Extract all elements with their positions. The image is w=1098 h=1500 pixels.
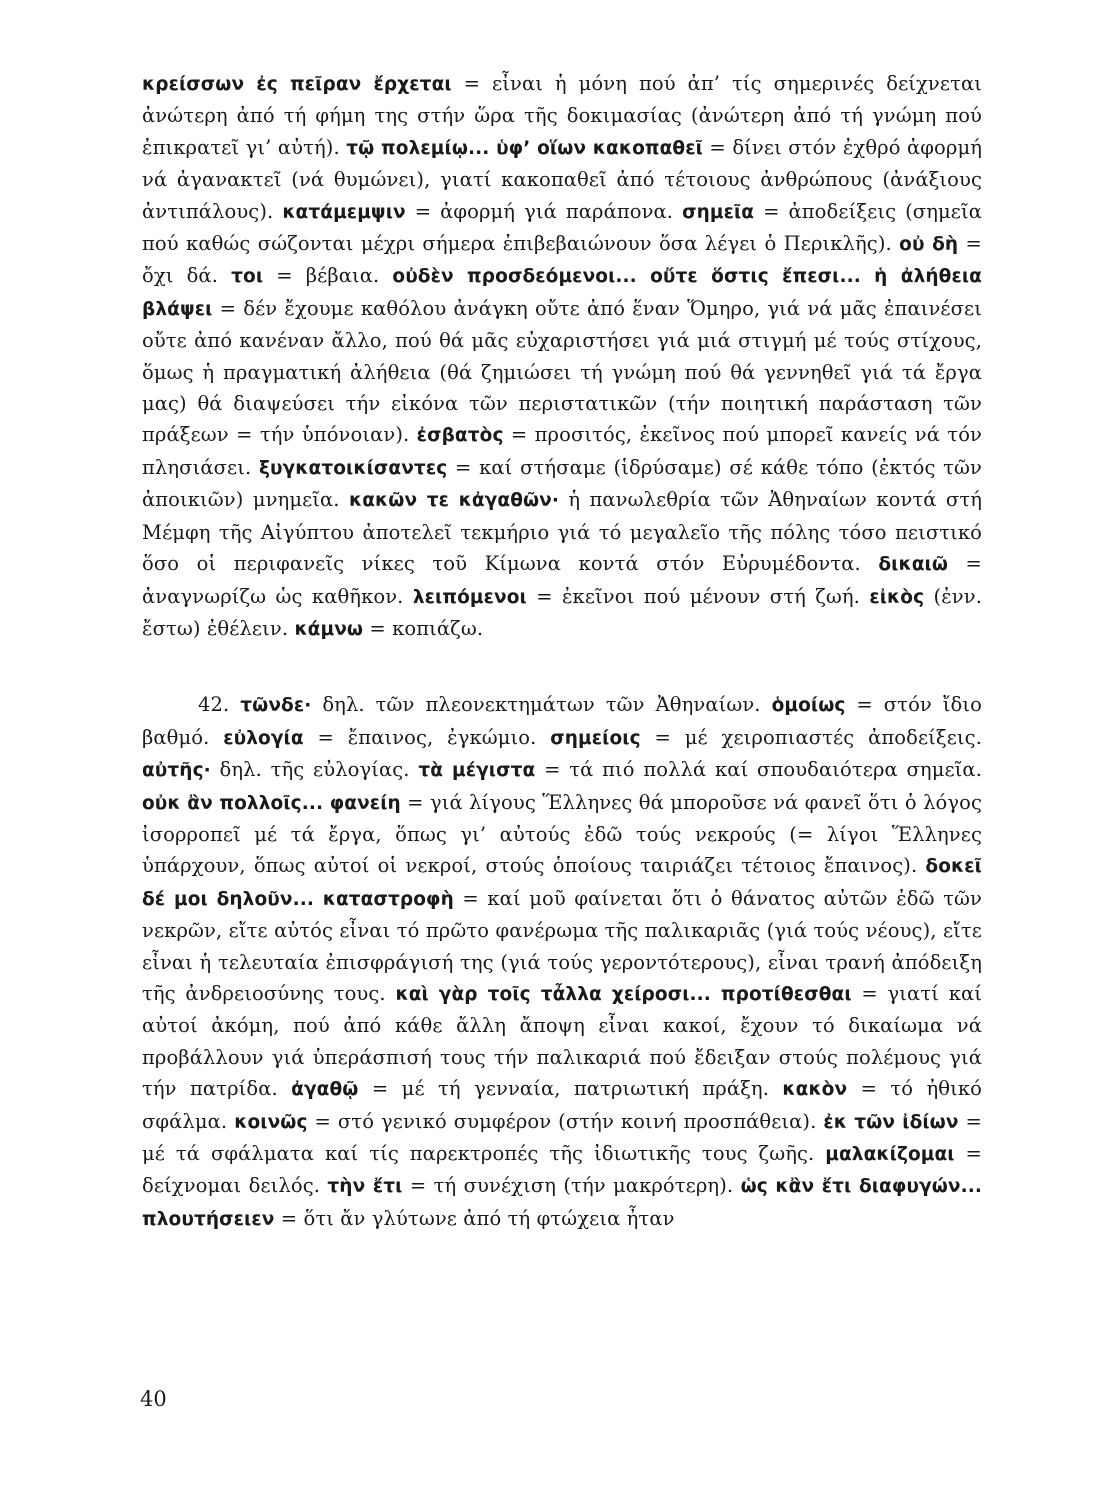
gloss-text: δηλ. τῶν πλεονεκτημάτων τῶν Ἀθηναίων. (311, 693, 772, 717)
lemma-term: οὐ δὴ (899, 234, 959, 256)
gloss-text: = δέν ἔχουμε καθόλου ἀνάγκη οὔτε ἀπό ἕναν Ὅμηρο, γιά νά μᾶς ἐπαινέσει οὔτε ἀπό κανέναν ἄλλο, πού θά μᾶς εὐχαριστήσει γιά μιά στιγμή μέ τούς στίχους, ὅμως ἡ πραγματική ἀλήθεια (θά ζημιώσει τή γνώμη πού θά γεννηθεῖ γιά τά ἔργα μας) θά διαψεύσει τήν εἰκόνα τῶν περιστατικῶν (τήν ποιητική παράσταση τῶν πράξεων = τήν ὑπόνοιαν). (142, 296, 982, 447)
gloss-text: = βέβαια. (263, 264, 393, 288)
gloss-text: = κοπιάζω. (363, 616, 484, 640)
lemma-term: ἐκ τῶν ἰδίων (823, 1111, 959, 1133)
gloss-text: = στό γενικό συμφέρον (στήν κοινή προσπάθεια). (307, 1109, 824, 1133)
lemma-term: λειπόμενοι (412, 586, 527, 608)
lemma-term: τὰ μέγιστα (418, 760, 536, 782)
lemma-term: οὐδὲν προσδεόμενοι... οὔτε ὅστις ἔπεσι... ἡ ἀλήθεια βλάψει (142, 266, 982, 320)
gloss-text: = τή συνέχιση (τήν μακρότερη). (402, 1174, 741, 1198)
gloss-text: = μέ τή γενναία, πατριωτική πράξη. (358, 1077, 783, 1101)
lemma-term: αὐτῆς· (142, 760, 211, 782)
paragraph-2 (142, 689, 982, 1235)
lemma-term: εἰκὸς (869, 586, 925, 608)
lemma-term: σημεῖα (682, 201, 755, 223)
gloss-text: = ἀποδείξεις (σημεῖα πού καθώς σώζονται μέχρι σήμερα ἐπιβεβαιώνουν ὅσα λέγει ὁ Περικλῆς). (142, 199, 982, 256)
lemma-term: ὡς κἂν ἔτι διαφυγών... πλουτήσειεν (142, 1176, 982, 1230)
lemma-term: καὶ γὰρ τοῖς τἆλλα χείροσι... προτίθεσθαι (395, 983, 852, 1005)
lemma-term: τῷ πολεμίῳ... ὑφ’ οἵων κακοπαθεῖ (346, 137, 703, 159)
gloss-text: = εἶναι ἡ μόνη πού ἀπ’ τίς σημερινές δείχνεται ἀνώτερη ἀπό τή φήμη της στήν ὥρα τῆς δοκιμασίας (ἀνώτερη ἀπό τή γνώμη πού ἐπικρατεῖ γι’ αὐτή). (142, 72, 982, 159)
gloss-text: = τό ἠθικό σφάλμα. (142, 1077, 982, 1133)
lemma-term: κάμνω (294, 618, 364, 640)
gloss-text: = ἀφορμή γιά παράπονα. (405, 199, 683, 223)
lemma-term: ἐσβατὸς (416, 425, 504, 447)
gloss-text: = ἔπαινος, ἐγκώμιο. (303, 725, 551, 749)
gloss-text: = δείχνομαι δειλός. (142, 1142, 982, 1198)
gloss-text: = τά πιό πολλά καί σπουδαιότερα σημεῖα. (535, 758, 982, 782)
lemma-term: εὐλογία (223, 727, 304, 749)
gloss-text: = προσιτός, ἐκεῖνος πού μπορεῖ κανείς νά τόν πλησιάσει. (142, 423, 982, 479)
gloss-text: = ἀναγνωρίζω ὡς καθῆκον. (142, 552, 982, 608)
lemma-term: κακῶν τε κἀγαθῶν· (348, 490, 560, 512)
gloss-text: = δίνει στόν ἐχθρό ἀφορμή νά ἀγανακτεῖ (νά θυμώνει), γιατί κακοπαθεῖ ἀπό τέτοιους ἀνθρώπους (ἀνάξιους ἀντιπάλους). (142, 135, 983, 223)
gloss-text: δηλ. τῆς εὐλογίας. (210, 758, 419, 782)
lemma-term: κοινῶς (234, 1111, 308, 1133)
lemma-term: τοι (231, 266, 264, 288)
gloss-text: = καί μοῦ φαίνεται ὅτι ὁ θάνατος αὐτῶν ἐδῶ τῶν νεκρῶν, εἴτε αὐτός εἶναι τό πρῶτο φανέρωμα τῆς παλικαριᾶς (γιά τούς νέους), εἴτε εἶναι ἡ τελευταία ἐπισφράγισή της (γιά τούς γεροντότερους), εἶναι τρανή ἀπόδειξη τῆς ἀνδρειοσύνης τους. (142, 886, 983, 1005)
document-page (142, 68, 982, 1235)
lemma-term: μαλακίζομαι (825, 1144, 955, 1165)
gloss-text: = γιά λίγους Ἕλληνες θά μποροῦσε νά φανεῖ ὅτι ὁ λόγος ἰσορροπεῖ μέ τά ἔργα, ὅπως γι’ αὐτούς ἐδῶ τούς νεκρούς (= λίγοι Ἕλληνες ὑπάρχουν, ὅπως αὐτοί οἱ νεκροί, στούς ὁποίους ταιριάζει τέτοιος ἔπαινος). (142, 790, 982, 878)
page-number: 40 (140, 1387, 167, 1411)
gloss-text: = γιατί καί αὐτοί ἀκόμη, πού ἀπό κάθε ἄλλη ἄποψη εἶναι κακοί, ἔχουν τό δικαίωμα νά προβάλλουν γιά ὑπεράσπισή τους τήν παλικαριά πού ἔδειξαν στούς πολέμους γιά τήν πατρίδα. (142, 981, 982, 1101)
lemma-term: ὁμοίως (771, 695, 846, 717)
gloss-text: = καί στήσαμε (ἱδρύσαμε) σέ κάθε τόπο (ἐκτός τῶν ἀποικιῶν) μνημεῖα. (142, 455, 982, 512)
lemma-term: ξυγκατοικίσαντες (258, 457, 448, 479)
lemma-term: κακὸν (782, 1079, 848, 1101)
gloss-text: = ἐκεῖνοι πού μένουν στή ζωή. (526, 584, 870, 608)
gloss-text: = μέ τά σφάλματα καί τίς παρεκτροπές τῆς ἰδιωτικῆς τους ζωῆς. (142, 1109, 982, 1165)
gloss-text: 42. (198, 693, 241, 717)
lemma-term: τῶνδε· (240, 695, 312, 717)
lemma-term: τὴν ἔτι (327, 1176, 403, 1198)
gloss-text: = ὄχι δά. (142, 232, 982, 288)
gloss-text: = μέ χειροπιαστές ἀποδείξεις. (640, 725, 982, 749)
lemma-term: δικαιῶ (878, 554, 949, 576)
lemma-term: κρείσσων ἐς πεῖραν ἔρχεται (142, 74, 452, 95)
gloss-text: = στόν ἴδιο βαθμό. (142, 693, 982, 749)
lemma-term: οὐκ ἂν πολλοῖς... φανείη (142, 792, 401, 814)
gloss-text: (ἐνν. ἔστω) ἐθέλειν. (142, 584, 983, 640)
paragraph-1 (142, 68, 982, 645)
lemma-term: σημείοις (550, 727, 641, 749)
lemma-term: δοκεῖ δέ μοι δηλοῦν... καταστροφὴ (142, 856, 982, 910)
lemma-term: κατάμεμψιν (282, 201, 406, 223)
gloss-text: = ὅτι ἄν γλύτωνε ἀπό τή φτώχεια ἦταν (274, 1206, 675, 1230)
lemma-term: ἀγαθῷ (291, 1079, 359, 1101)
gloss-text: ἡ πανωλεθρία τῶν Ἀθηναίων κοντά στή Μέμφη τῆς Αἰγύπτου ἀποτελεῖ τεκμήριο γιά τό μεγαλεῖο τῆς πόλης τόσο πειστικό ὅσο οἱ περιφανεῖς νίκες τοῦ Κίμωνα κοντά στόν Εὐρυμέδοντα. (142, 488, 982, 576)
